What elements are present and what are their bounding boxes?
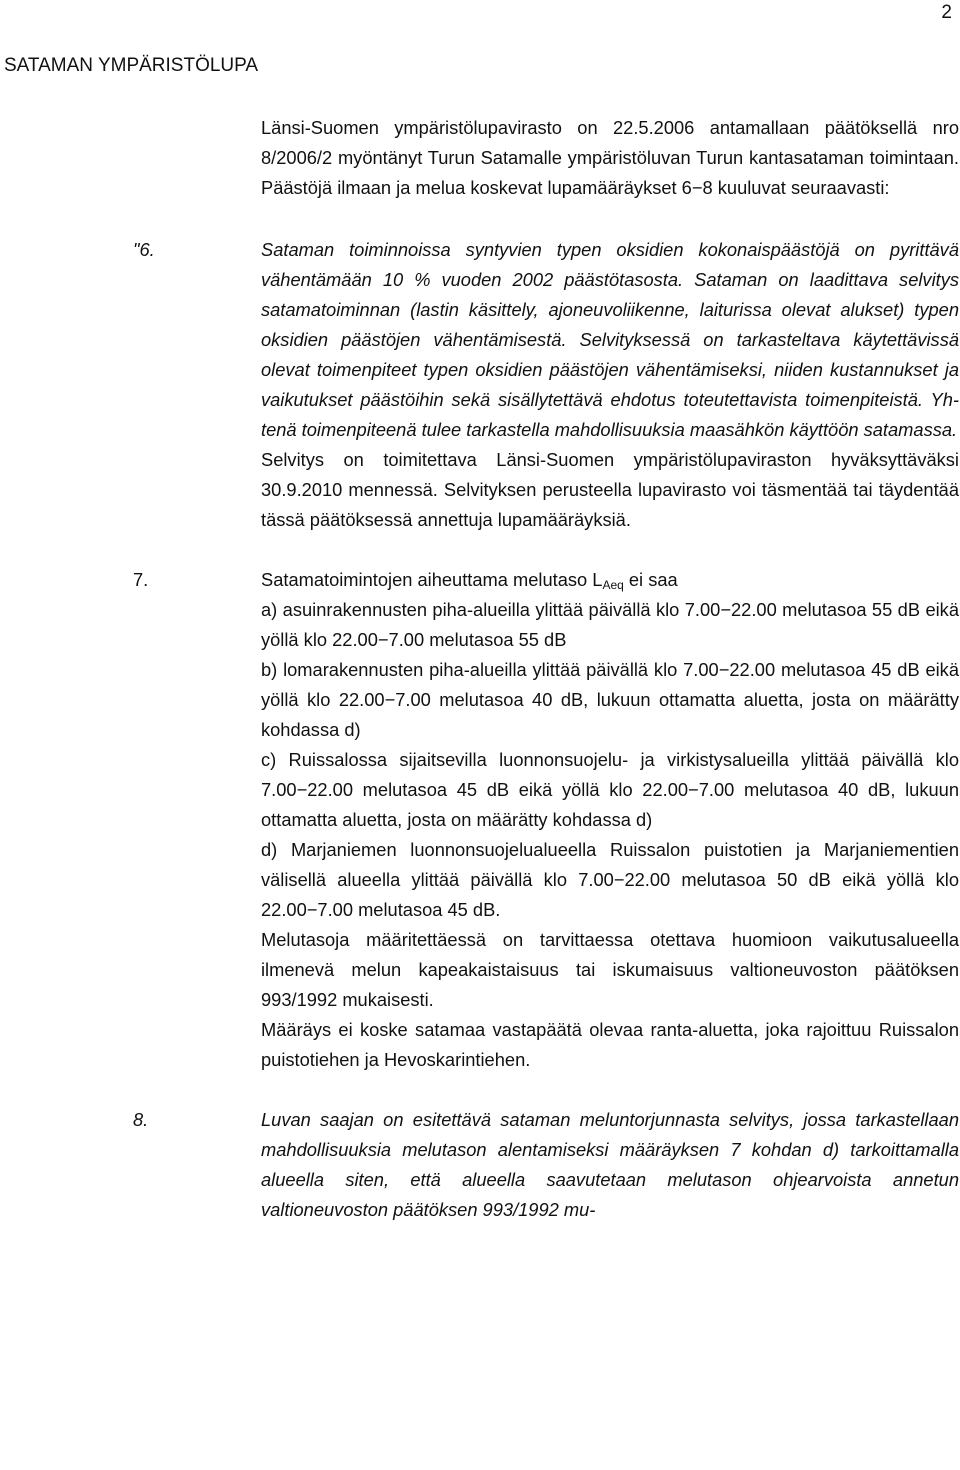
- regulation-8: [133, 1105, 959, 1225]
- regulation-6: [133, 235, 959, 445]
- regulation-7-heading-post: ei saa: [623, 569, 678, 590]
- regulation-6-marker: "6.: [133, 239, 155, 260]
- regulation-6-deadline: Selvitys on toimitettava Länsi-Suomen ympäristölupaviraston hyväksyttäväksi 30.9.2010 mennessä. Selvityksen perusteella lupavirasto voi täsmentää tai täydentää tässä päätöksessä annettuja lupamääräyksiä.: [261, 449, 959, 530]
- regulation-6-text: Sataman toiminnoissa syntyvien typen oksidien kokonaispäästöjä on pyrittävä vähentämään 10 % vuoden 2002 päästötasosta. Sataman on laadittava selvitys satamatoiminnan (lastin käsittely, ajoneuvoliikenne, laiturissa olevat alukset) typen oksidien päästöjen vähentämisestä. Selvityksessä on tarkasteltava käytettävissä olevat toimenpiteet typen oksidien päästöjen vähentämiseksi, niiden kustannukset ja vaikutukset päästöihin sekä sisällytettävä ehdotus toteutettavista toimenpiteistä. Yhtenä toimenpiteenä tulee tarkastella mahdollisuuksia maasähkön käyttöön satamassa.: [261, 239, 959, 440]
- document-body: [133, 113, 959, 1225]
- regulation-7-a: a) asuinrakennusten piha-alueilla ylittää päivällä klo 7.00−22.00 melutasoa 55 dB eikä yöllä klo 22.00−7.00 melutasoa 55 dB: [261, 599, 959, 650]
- document-title: SATAMAN YMPÄRISTÖLUPA: [4, 55, 259, 76]
- regulation-7-d: d) Marjaniemen luonnonsuojelualueella Ruissalon puistotien ja Marjaniementien välisellä alueella ylittää päivällä klo 7.00−22.00 melutasoa 50 dB eikä yöllä klo 22.00−7.00 melutasoa 45 dB.: [261, 839, 959, 920]
- page-number: 2: [941, 2, 952, 23]
- regulation-7-measurement: Melutasoja määritettäessä on tarvittaessa otettava huomioon vaikutusalueella ilmenevä melun kapeakaistaisuus tai iskumaisuus valtioneuvoston päätöksen 993/1992 mukaisesti.: [261, 929, 959, 1010]
- regulation-7-heading-pre: Satamatoimintojen aiheuttama melutaso L: [261, 569, 603, 590]
- regulation-8-text: Luvan saajan on esitettävä sataman meluntorjunnasta selvitys, jossa tarkastellaan mahdollisuuksia melutason alentamiseksi määräyksen 7 kohdan d) tarkoittamalla alueella siten, että alueella saavutetaan melutason ohjearvoista annetun valtioneuvoston päätöksen 993/1992 mu-: [261, 1109, 959, 1220]
- regulation-8-marker: 8.: [133, 1109, 149, 1130]
- laeq-subscript: Aeq: [602, 578, 624, 592]
- regulation-7-b: b) lomarakennusten piha-alueilla ylittää päivällä klo 7.00−22.00 melutasoa 45 dB eikä yöllä klo 22.00−7.00 melutasoa 40 dB, lukuun ottamatta aluetta, josta on määrätty kohdassa d): [261, 659, 959, 740]
- regulation-7-c: c) Ruissalossa sijaitsevilla luonnonsuojelu- ja virkistysalueilla ylittää päivällä klo 7.00−22.00 melutasoa 45 dB eikä yöllä klo 22.00−7.00 melutasoa 40 dB, lukuun ottamatta aluetta, josta on määrätty kohdassa d): [261, 749, 959, 830]
- regulation-7-heading: [261, 565, 959, 595]
- intro-paragraph: Länsi-Suomen ympäristölupavirasto on 22.5.2006 antamallaan päätöksellä nro 8/2006/2 myöntänyt Turun Satamalle ympäristöluvan Turun kantasataman toimintaan. Päästöjä ilmaan ja melua koskevat lupamääräykset 6−8 kuuluvat seuraavasti:: [261, 117, 959, 198]
- regulation-7-exception: Määräys ei koske satamaa vastapäätä olevaa ranta-aluetta, joka rajoittuu Ruissalon puistotiehen ja Hevoskarintiehen.: [261, 1019, 959, 1070]
- regulation-7: [133, 565, 959, 595]
- regulation-7-marker: 7.: [133, 569, 149, 590]
